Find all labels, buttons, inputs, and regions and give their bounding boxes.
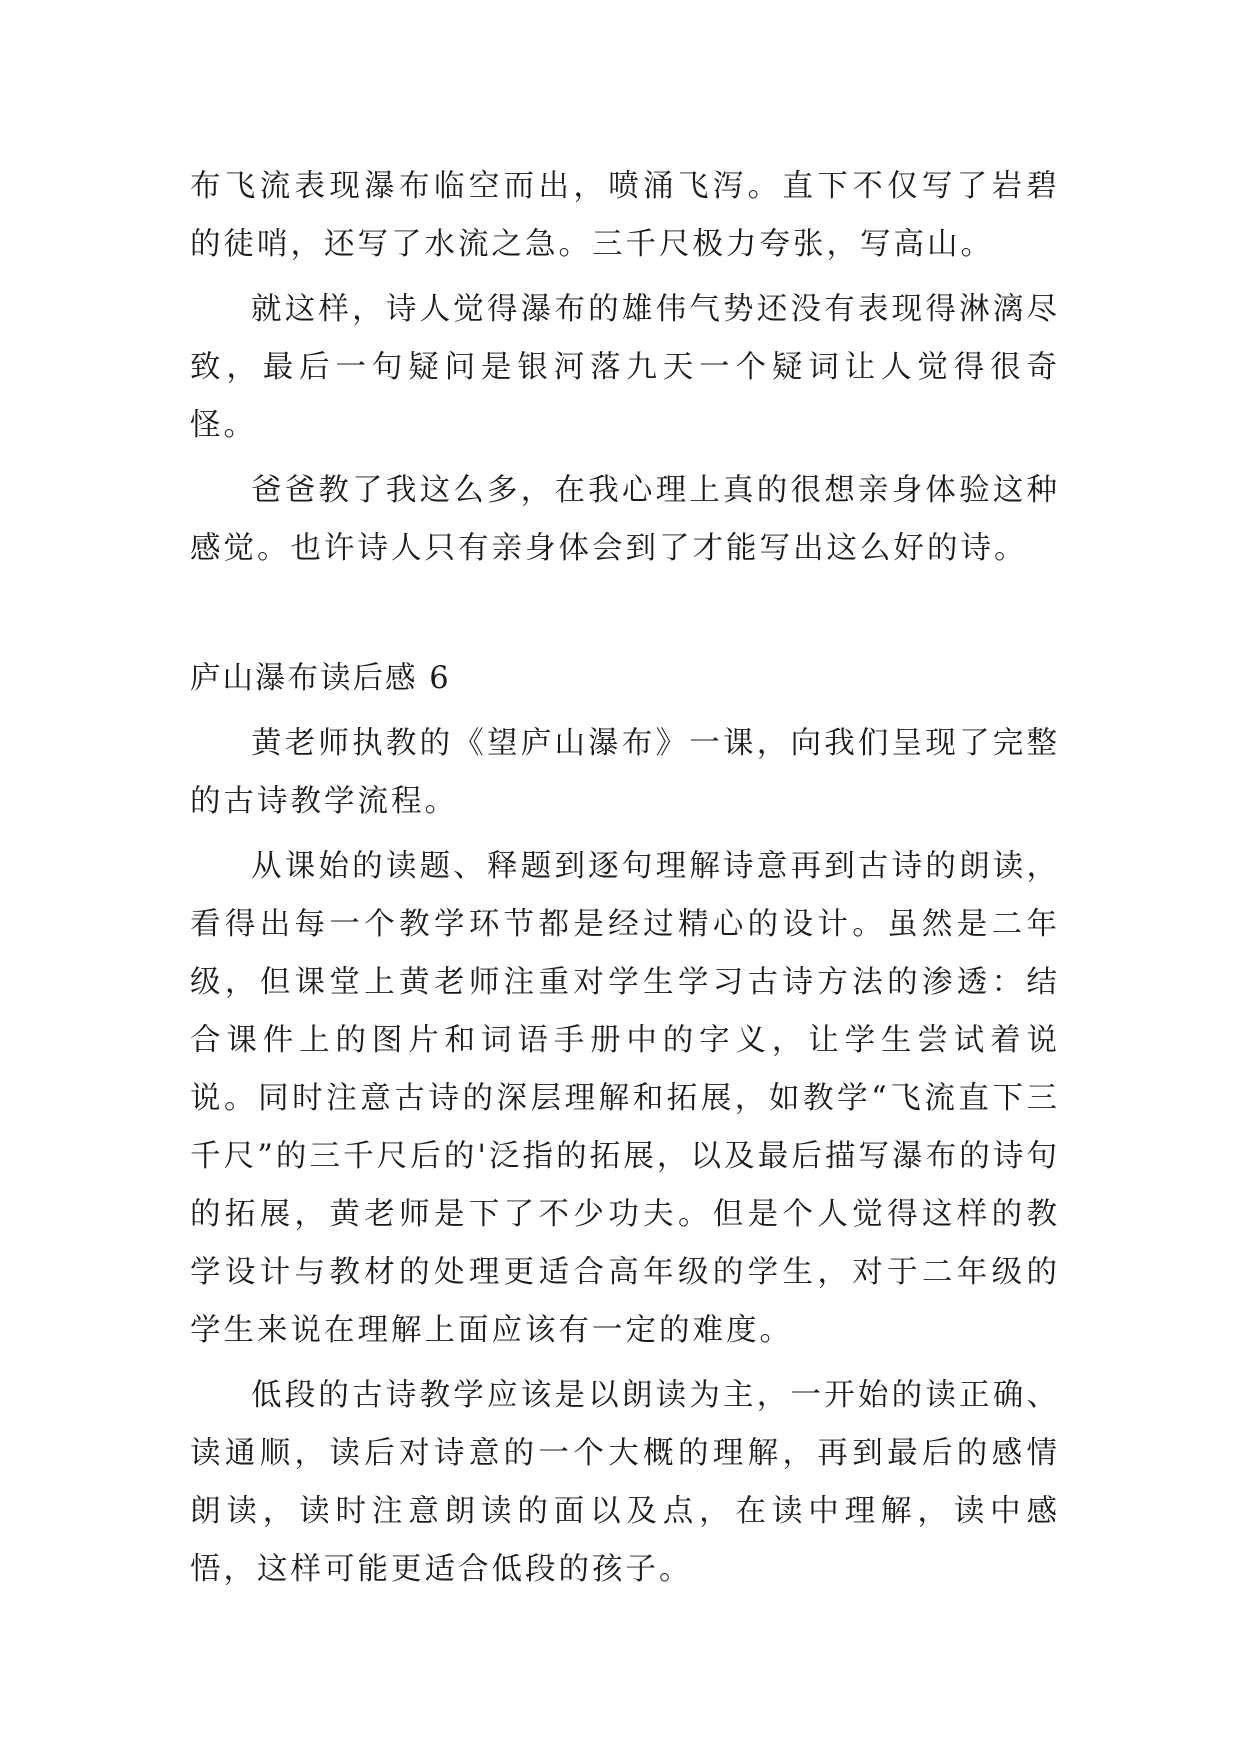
- paragraph: 从课始的读题、释题到逐句理解诗意再到古诗的朗读，看得出每一个教学环节都是经过精心的设计。虽然是二年级，但课堂上黄老师注重对学生学习古诗方法的渗透：结合课件上的图片和词语手册中的字义，让学生尝试着说说。同时注意古诗的深层理解和拓展，如教学“飞流直下三千尺”的三千尺后的'泛指的拓展，以及最后描写瀑布的诗句的拓展，黄老师是下了不少功夫。但是个人觉得这样的教学设计与教材的处理更适合高年级的学生，对于二年级的学生来说在理解上面应该有一定的难度。: [190, 849, 1060, 1348]
- section-title: 庐山瀑布读后感 6: [190, 661, 451, 696]
- paragraph: 布飞流表现瀑布临空而出，喷涌飞泻。直下不仅写了岩碧的徒哨，还写了水流之急。三千尺极力夸张，写高山。: [190, 169, 1060, 262]
- paragraph: 就这样，诗人觉得瀑布的雄伟气势还没有表现得淋漓尽致，最后一句疑问是银河落九天一个疑词让人觉得很奇怪。: [190, 292, 1060, 443]
- paragraph: 爸爸教了我这么多，在我心理上真的很想亲身体验这种感觉。也许诗人只有亲身体会到了才能写出这么好的诗。: [190, 473, 1060, 566]
- paragraph: 低段的古诗教学应该是以朗读为主，一开始的读正确、读通顺，读后对诗意的一个大概的理解，再到最后的感情朗读，读时注意朗读的面以及点，在读中理解，读中感悟，这样可能更适合低段的孩子。: [190, 1378, 1060, 1587]
- document-body: [190, 158, 1060, 1606]
- paragraph: 黄老师执教的《望庐山瀑布》一课，向我们呈现了完整的古诗教学流程。: [190, 726, 1060, 819]
